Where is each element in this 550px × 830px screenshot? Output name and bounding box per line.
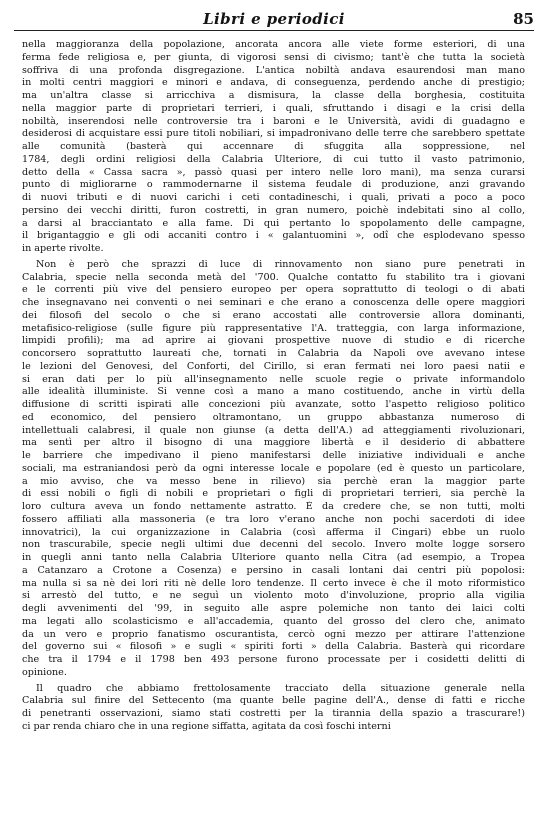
paragraph (22, 683, 525, 734)
text-line: si eran dati per lo più all'insegnamento nelle scuole regie o private informandolo (22, 373, 525, 385)
text-line: e le correnti più vive del pensiero europeo per opera soprattutto di teologi o di abati (22, 284, 525, 296)
text-line: le barriere che impedivano il pieno manifestarsi delle iniziative individuali e anche (22, 450, 525, 461)
text-line: a darsi al bracciantato e alla fame. Di qui pertanto lo spopolamento delle campagne, (22, 217, 525, 229)
text-line: soffriva di una profonda disgregazione. L'antica nobiltà andava esaurendosi man mano (22, 64, 525, 76)
text-line: detto della « Cassa sacra », passò quasi per intero nelle loro mani), ma senza curarsi (22, 166, 525, 178)
text-line: fossero affiliati alla massoneria (e tra loro v'erano anche non pochi sacerdoti di idee (22, 513, 525, 525)
text-line: ma sentì per altro il bisogno di una maggiore libertà e il desiderio di abbattere (22, 437, 525, 449)
text-line: punto di migliorarne o rammodernarne il sistema feudale di produzione, anzi gravando (22, 179, 525, 191)
running-title: Libri e periodici (203, 10, 345, 28)
text-line: da un vero e proprio fanatismo oscurantista, cercò ogni mezzo per attirare l'attenzione (22, 628, 525, 640)
text-line: il brigantaggio e gli odi accaniti contro i « galantuomini », odî che esplodevano spesso (22, 230, 525, 242)
text-line: concorsero soprattutto laureati che, tornati in Calabria da Napoli ove avevano intese (22, 348, 525, 359)
text-line: persino dei vecchi diritti, furon costretti, in gran numero, poichè indebitati sino al collo, (22, 204, 525, 216)
text-line: ed economico, del pensiero oltramontano, un gruppo abbastanza numeroso di (22, 411, 525, 423)
page-header (14, 8, 534, 31)
text-line: Calabria, specie nella seconda metà del '700. Qualche contatto fu stabilito tra i giovani (22, 271, 525, 283)
text-line: ferma fede religiosa e, per giunta, di vigorosi sensi di civismo; tant'è che tutta la società (22, 51, 525, 63)
text-line: non trascurabile, specie negli ultimi due decenni del secolo. Invero molte logge sorsero (22, 539, 525, 551)
paragraph (22, 259, 525, 680)
text-line: sociali, ma estraniandosi però da ogni interesse locale e popolare (ed è questo un particolare, (22, 462, 525, 474)
text-line: a mio avviso, che va messo bene in rilievo) sia perchè eran la maggior parte (22, 475, 525, 487)
text-line: alle comunità (basterà qui accennare di sfuggita alla soppressione, nel (22, 141, 525, 152)
text-line: opinione. (22, 666, 67, 678)
text-line: in aperte rivolte. (22, 243, 104, 254)
text-line: desiderosi di acquistare essi pure titoli nobiliari, si impadronivano delle terre che sarebbero spettate (22, 128, 525, 140)
text-line: Calabria sul finire del Settecento (ma quante belle pagine dell'A., dense di fatti e ricche (22, 695, 525, 707)
text-line: in molti centri maggiori e minori e andava, di conseguenza, perdendo anche di prestigio; (22, 77, 525, 89)
text-line: nella maggioranza della popolazione, ancorata ancora alle viete forme esteriori, di una (22, 39, 525, 50)
text-line: Il quadro che abbiamo frettolosamente tracciato della situazione generale nella (36, 682, 525, 694)
text-line: 1784, degli ordini religiosi della Calabria Ulteriore, di cui tutto il vasto patrimonio, (22, 153, 525, 165)
text-line: alle idealità illuministe. Si venne così a mano a mano costituendo, anche in virtù della (22, 386, 525, 398)
text-line: Non è però che sprazzi di luce di rinnovamento non siano pure penetrati in (36, 258, 525, 270)
text-line: a Catanzaro a Crotone a Cosenza) e persino in casali lontani dai centri più popolosi: (22, 564, 525, 576)
text-line: nobiltà, inserendosi nelle controversie tra i baroni e le Università, avidi di guadagno e (22, 115, 525, 127)
body-text (22, 39, 525, 734)
text-line: che insegnavano nei conventi o nei seminari e che erano a conoscenza delle opere maggiori (22, 297, 525, 308)
text-line: dei filosofi del secolo o che si erano accostati alle controversie allora dominanti, (22, 309, 525, 321)
text-line: le lezioni del Genovesi, del Conforti, del Cirillo, si eran fermati nei loro paesi natii e (22, 360, 525, 372)
text-line: di essi nobili o figli di nobili e proprietari o figli di proprietari terrieri, sia perchè la (22, 488, 525, 500)
text-line: diffusione di scritti ispirati alle concezioni più avanzate, sotto l'aspetto religioso politico (22, 399, 525, 410)
text-line: di nuovi tributi e di nuovi carichi i ceti contadineschi, i quali, privati a poco a poco (22, 192, 525, 203)
text-line: intellettuali calabresi, il quale non giunse (a detta dell'A.) ad atteggiamenti rivoluzionari, (22, 424, 525, 436)
text-line: loro cultura aveva un fondo nettamente astratto. È da credere che, se non tutti, molti (22, 501, 525, 512)
text-line: ci par renda chiaro che in una regione siffatta, agitata da così foschi interni (22, 720, 391, 732)
text-line: si arrestò del tutto, e ne seguì un violento moto d'involuzione, proprio alla vigilia (22, 590, 525, 602)
text-line: di penetranti osservazioni, siamo stati costretti per la tirannia della spazio a trascurare!) (22, 708, 525, 719)
text-line: innovatrici), la cui organizzazione in Calabria (così afferma il Cingari) ebbe un ruolo (22, 526, 525, 538)
text-line: degli avvenimenti del '99, in seguito alle aspre polemiche non tanto dei laici colti (22, 603, 525, 614)
text-line: limpidi profili); ma ad aprire ai giovani prospettive nuove di studio e di ricerche (22, 335, 525, 347)
text-line: in quegli anni tanto nella Calabria Ulteriore quanto nella Citra (ad esempio, a Tropea (22, 552, 525, 563)
page-number: 85 (513, 10, 534, 28)
text-line: metafisico-religiose (sulle figure più rappresentative l'A. tratteggia, con larga informazione, (22, 322, 525, 334)
text-line: che tra il 1794 e il 1798 ben 493 persone furono processate per i cosidetti delitti di (22, 654, 525, 665)
text-line: ma nulla si sa nè dei lori riti nè delle loro tendenze. Il certo invece è che il moto riformistico (22, 577, 525, 589)
text-line: del governo sui « filosofi » e sugli « spiriti forti » della Calabria. Basterà qui ricordare (22, 641, 525, 653)
text-line: nella maggior parte di proprietari terrieri, i quali, sfruttando i disagi e la crisi della (22, 102, 525, 114)
paragraph (22, 39, 525, 256)
text-line: ma un'altra classe si arricchiva a dismisura, la classe della borghesia, costituita (22, 90, 525, 101)
text-line: ma legati allo scolasticismo e all'accademia, quanto del grosso del clero che, animato (22, 615, 525, 627)
